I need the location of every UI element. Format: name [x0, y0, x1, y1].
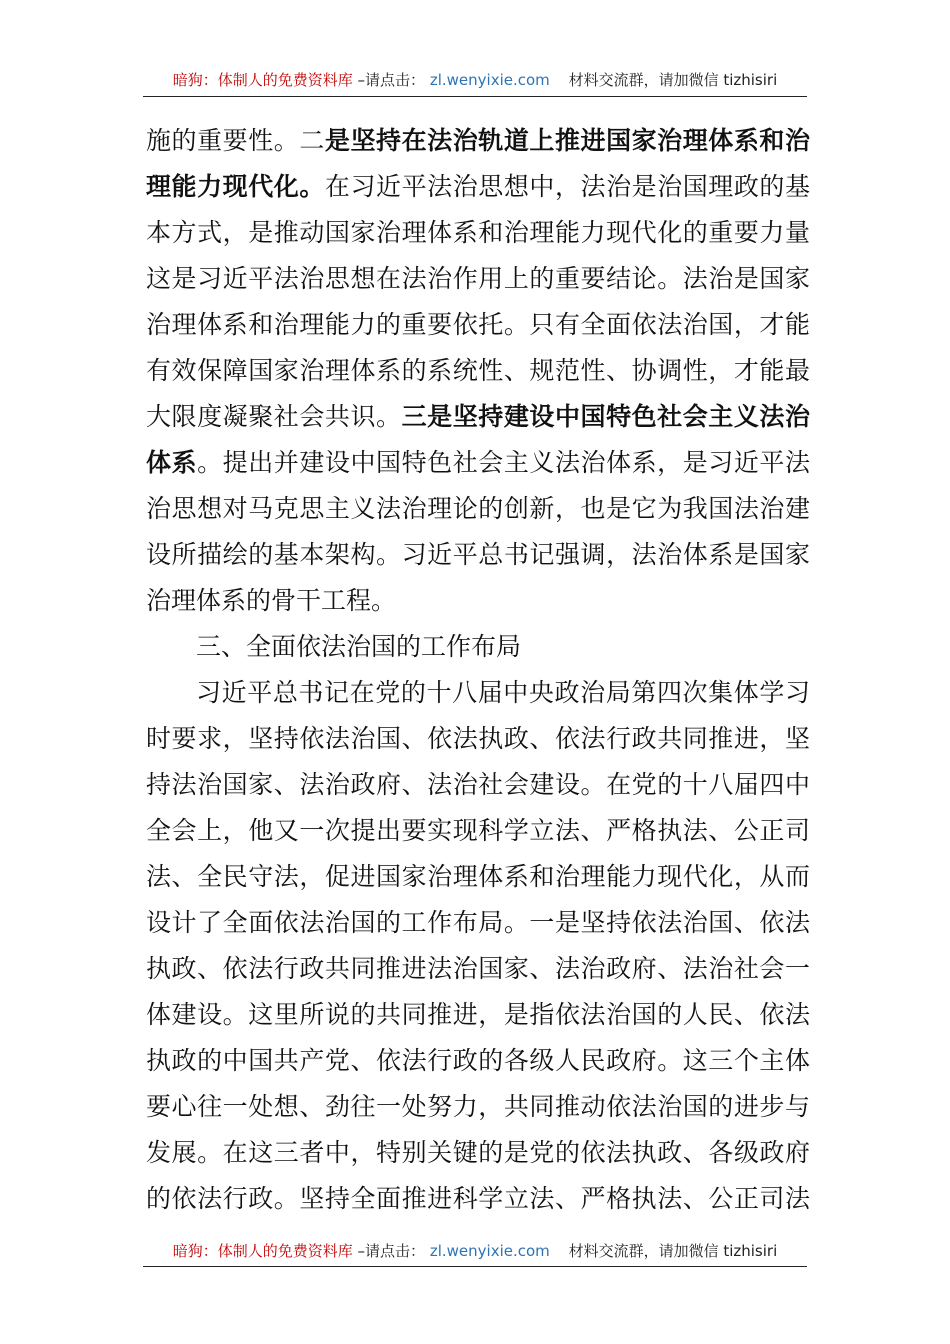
text-line: 设所描绘的基本架构。习近平总书记强调，法治体系是国家 — [146, 540, 810, 569]
text-line: 体系。提出并建设中国特色社会主义法治体系，是习近平法 — [146, 448, 810, 477]
document-body — [146, 118, 810, 1222]
text-line: 发展。在这三者中，特别关键的是党的依法执政、各级政府 — [146, 1138, 810, 1167]
text-line: 本方式，是推动国家治理体系和治理能力现代化的重要力量 — [146, 218, 810, 247]
text-line: 习近平总书记在党的十八届中央政治局第四次集体学习 — [196, 678, 810, 707]
header-wechat-note: 材料交流群，请加微信 tizhisiri — [568, 71, 778, 89]
text-line: 设计了全面依法治国的工作布局。一是坚持依法治国、依法 — [146, 908, 810, 937]
bold-phrase: 体系 — [146, 448, 198, 477]
header-click-prefix: –请点击： — [357, 71, 426, 89]
page-footer — [143, 1240, 807, 1267]
text-line: 大限度凝聚社会共识。三是坚持建设中国特色社会主义法治 — [146, 402, 810, 431]
header-url-link[interactable]: zl.wenyixie.com — [429, 71, 550, 89]
text-line: 执政的中国共产党、依法行政的各级人民政府。这三个主体 — [146, 1046, 810, 1075]
header-brand: 暗狗：体制人的免费资料库 — [172, 71, 353, 89]
text-line: 理能力现代化。在习近平法治思想中，法治是治国理政的基 — [146, 172, 810, 201]
text-line: 治理体系和治理能力的重要依托。只有全面依法治国，才能 — [146, 310, 810, 339]
text-line: 时要求，坚持依法治国、依法执政、依法行政共同推进，坚 — [146, 724, 810, 753]
text-line: 治思想对马克思主义法治理论的创新，也是它为我国法治建 — [146, 494, 810, 523]
text-line: 的依法行政。坚持全面推进科学立法、严格执法、公正司法 — [146, 1184, 810, 1213]
footer-wechat-note: 材料交流群，请加微信 tizhisiri — [568, 1242, 778, 1260]
bold-phrase: 三是坚持建设中国特色社会主义法治 — [401, 402, 810, 431]
text-line: 施的重要性。二是坚持在法治轨道上推进国家治理体系和治 — [146, 126, 810, 155]
text-line: 这是习近平法治思想在法治作用上的重要结论。法治是国家 — [146, 264, 810, 293]
bold-phrase: 理能力现代化。 — [146, 172, 325, 201]
footer-brand: 暗狗：体制人的免费资料库 — [172, 1242, 353, 1260]
text-line: 执政、依法行政共同推进法治国家、法治政府、法治社会一 — [146, 954, 810, 983]
text-line: 体建设。这里所说的共同推进，是指依法治国的人民、依法 — [146, 1000, 810, 1029]
text-line: 法、全民守法，促进国家治理体系和治理能力现代化，从而 — [146, 862, 810, 891]
footer-click-prefix: –请点击： — [357, 1242, 426, 1260]
text-line: 要心往一处想、劲往一处努力，共同推动依法治国的进步与 — [146, 1092, 810, 1121]
text-line: 全会上，他又一次提出要实现科学立法、严格执法、公正司 — [146, 816, 810, 845]
footer-url-link[interactable]: zl.wenyixie.com — [429, 1242, 550, 1260]
page-header — [143, 68, 807, 97]
text-line: 治理体系的骨干工程。 — [146, 586, 397, 615]
section-heading: 三、全面依法治国的工作布局 — [196, 632, 522, 661]
bold-phrase: 是坚持在法治轨道上推进国家治理体系和治 — [324, 126, 810, 155]
text-line: 持法治国家、法治政府、法治社会建设。在党的十八届四中 — [146, 770, 810, 799]
text-line: 有效保障国家治理体系的系统性、规范性、协调性，才能最 — [146, 356, 810, 385]
